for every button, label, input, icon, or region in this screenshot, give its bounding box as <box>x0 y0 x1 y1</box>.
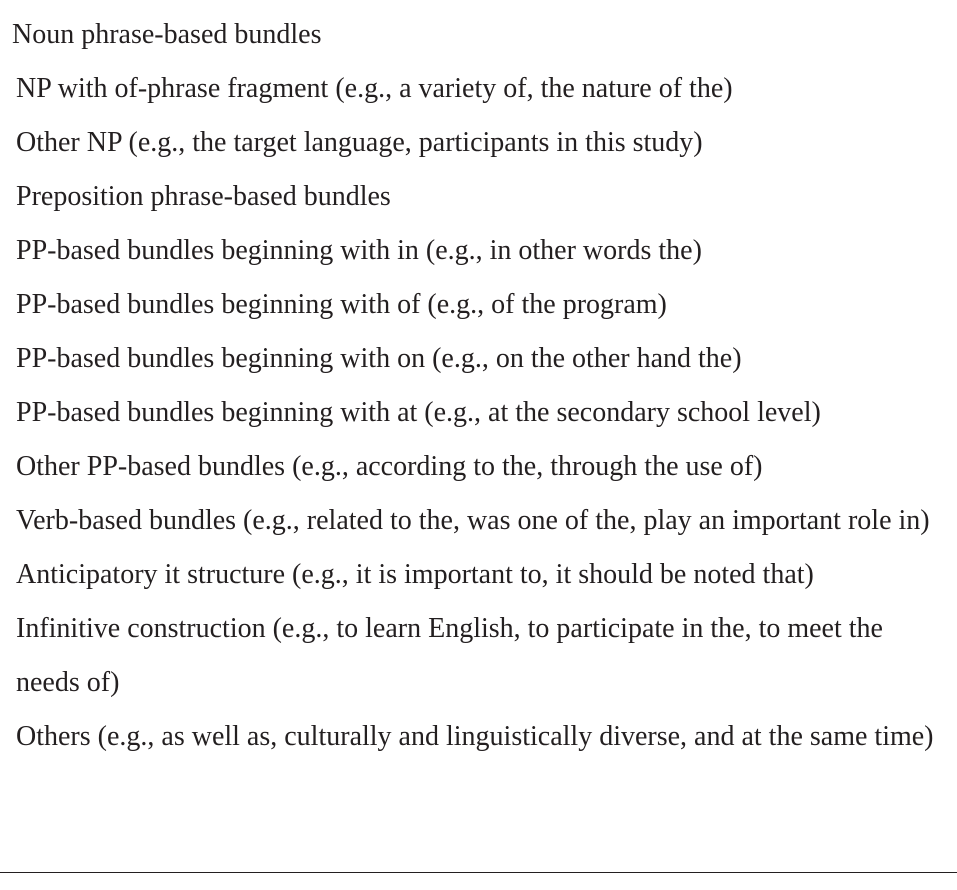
table-row: Other NP (e.g., the target language, participants in this study) <box>16 127 703 158</box>
table-row: PP-based bundles beginning with on (e.g., on the other hand the) <box>16 343 742 374</box>
table-row: PP-based bundles beginning with at (e.g., at the secondary school level) <box>16 397 821 428</box>
table-row: Preposition phrase-based bundles <box>16 181 391 212</box>
table-row: Anticipatory it structure (e.g., it is important to, it should be noted that) <box>16 559 814 590</box>
table-row: NP with of-phrase fragment (e.g., a variety of, the nature of the) <box>16 73 733 104</box>
table-row: Noun phrase-based bundles <box>12 19 322 50</box>
table-row: Others (e.g., as well as, culturally and linguistically diverse, and at the same time) <box>16 721 934 752</box>
table-row: Other PP-based bundles (e.g., according to the, through the use of) <box>16 451 763 482</box>
table-bottom-rule <box>0 872 957 873</box>
bundle-category-table <box>0 8 957 764</box>
table-row: PP-based bundles beginning with in (e.g., in other words the) <box>16 235 702 266</box>
table-row: Verb-based bundles (e.g., related to the, was one of the, play an important role in) <box>16 505 930 536</box>
table-row: Infinitive construction (e.g., to learn English, to participate in the, to meet the needs of) <box>16 613 883 698</box>
table-row: PP-based bundles beginning with of (e.g., of the program) <box>16 289 667 320</box>
